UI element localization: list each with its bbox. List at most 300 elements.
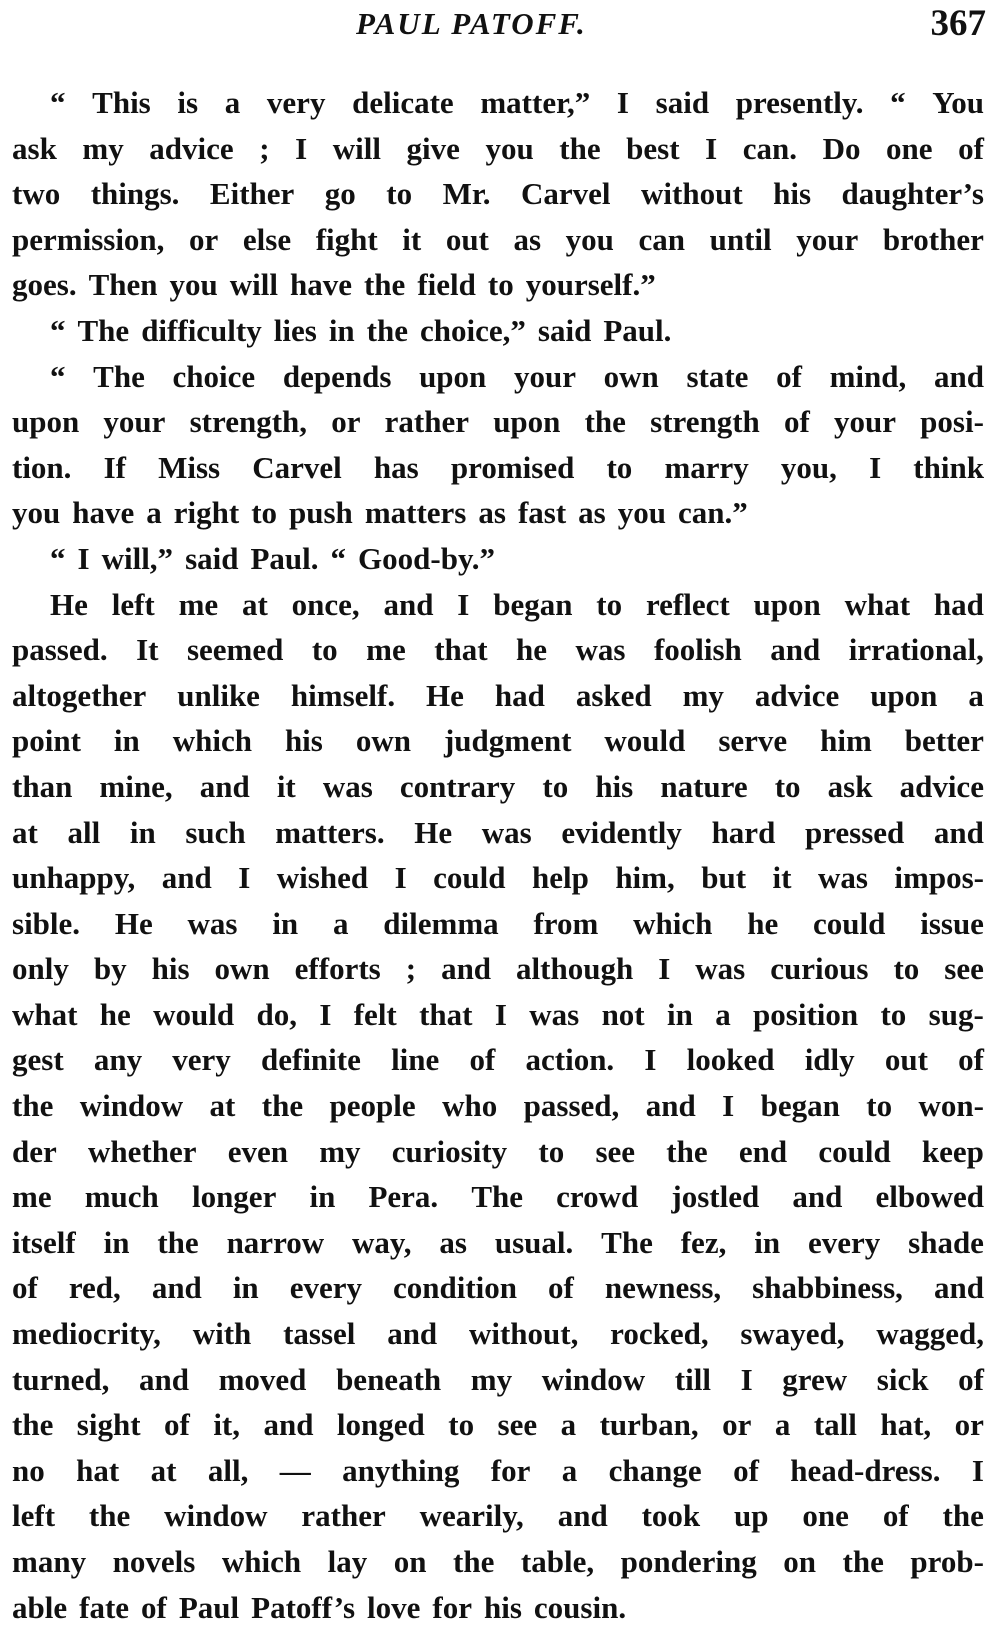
text-word: own bbox=[603, 358, 659, 394]
text-word: I bbox=[616, 85, 629, 120]
text-word: things. bbox=[90, 176, 180, 212]
text-word: your bbox=[833, 404, 896, 440]
text-line bbox=[12, 992, 984, 1038]
text-word: point bbox=[12, 723, 81, 759]
text-word: I bbox=[319, 996, 332, 1032]
text-word: although bbox=[516, 951, 634, 987]
text-word: brother bbox=[882, 221, 984, 257]
text-word: in bbox=[666, 996, 693, 1032]
text-word: and bbox=[263, 1407, 314, 1443]
text-word: efforts bbox=[294, 951, 381, 987]
text-word: table, bbox=[520, 1544, 595, 1579]
text-word: to bbox=[880, 996, 907, 1032]
text-word: you bbox=[12, 495, 61, 531]
text-word: narrow bbox=[226, 1224, 325, 1260]
text-word: else bbox=[242, 221, 292, 257]
text-word: a bbox=[146, 495, 162, 531]
text-word: by bbox=[93, 951, 127, 987]
text-word: even bbox=[227, 1133, 288, 1169]
text-word: posi- bbox=[920, 404, 984, 440]
text-word: to bbox=[311, 632, 338, 668]
text-word: ask bbox=[827, 768, 873, 804]
text-line bbox=[12, 764, 984, 810]
text-word: help bbox=[531, 860, 589, 896]
text-word: push bbox=[289, 495, 353, 531]
text-word: moved bbox=[218, 1361, 307, 1397]
text-line bbox=[12, 1357, 984, 1403]
text-line bbox=[12, 1174, 984, 1220]
text-word: go bbox=[324, 176, 356, 212]
text-word: If bbox=[103, 449, 126, 485]
text-word: tion. bbox=[12, 449, 72, 485]
text-word: of bbox=[141, 1589, 167, 1625]
text-word: and bbox=[138, 1361, 189, 1397]
text-word: He bbox=[50, 586, 88, 622]
text-word: which bbox=[633, 905, 713, 941]
text-word: lies bbox=[273, 312, 317, 348]
text-line bbox=[12, 399, 984, 445]
text-word: usual. bbox=[494, 1224, 574, 1260]
text-word: passed. bbox=[12, 632, 108, 668]
text-word: to bbox=[538, 1133, 565, 1169]
text-word: cousin. bbox=[533, 1589, 627, 1625]
text-word: up bbox=[734, 1498, 769, 1534]
text-word: longed bbox=[336, 1407, 425, 1443]
text-word: will bbox=[332, 130, 381, 166]
page-number: 367 bbox=[930, 3, 986, 44]
text-word: jostled bbox=[671, 1179, 760, 1215]
text-word: for bbox=[490, 1452, 531, 1488]
text-word: change bbox=[608, 1452, 702, 1488]
text-word: idly bbox=[804, 1042, 855, 1078]
text-word: in bbox=[309, 1179, 336, 1215]
text-word: I bbox=[740, 1361, 753, 1397]
text-word: it bbox=[772, 860, 792, 896]
text-word: the bbox=[942, 1498, 984, 1534]
text-word: all bbox=[67, 814, 101, 850]
text-word: He bbox=[426, 677, 464, 713]
text-word: — bbox=[279, 1452, 311, 1488]
text-line bbox=[12, 1083, 984, 1129]
text-word: choice,” bbox=[420, 312, 526, 348]
text-word: shade bbox=[908, 1224, 984, 1260]
text-word: very bbox=[172, 1042, 231, 1078]
text-word: felt bbox=[353, 996, 397, 1032]
text-word: in bbox=[754, 1224, 781, 1260]
text-word: “ bbox=[330, 540, 347, 576]
text-word: of bbox=[783, 404, 810, 440]
text-word: and bbox=[441, 951, 492, 987]
text-word: and bbox=[199, 768, 250, 804]
text-word: his bbox=[773, 176, 812, 212]
text-word: to bbox=[893, 951, 920, 987]
text-word: him, bbox=[615, 860, 675, 896]
text-word: passed, bbox=[523, 1088, 620, 1124]
text-word: on bbox=[393, 1544, 427, 1579]
text-word: evidently bbox=[561, 814, 682, 850]
text-word: I bbox=[394, 860, 407, 896]
text-word: in bbox=[103, 1224, 130, 1260]
text-word: for bbox=[432, 1589, 472, 1625]
text-word: itself bbox=[12, 1224, 76, 1260]
text-word: to bbox=[774, 768, 801, 804]
text-word: a bbox=[715, 996, 731, 1032]
text-word: Then bbox=[88, 267, 158, 303]
text-word: tall bbox=[813, 1407, 857, 1443]
text-line bbox=[12, 855, 984, 901]
text-word: impos- bbox=[894, 860, 984, 896]
text-word: a bbox=[968, 677, 984, 713]
text-word: red, bbox=[68, 1270, 121, 1306]
text-word: rather bbox=[301, 1498, 386, 1534]
text-word: line bbox=[391, 1042, 440, 1078]
text-word: till bbox=[674, 1361, 711, 1397]
text-word: hat, bbox=[880, 1407, 932, 1443]
text-word: I bbox=[658, 951, 671, 987]
text-word: in bbox=[272, 905, 299, 941]
text-word: mine, bbox=[99, 768, 173, 804]
text-word: my bbox=[319, 1133, 361, 1169]
text-word: Good-by.” bbox=[358, 540, 495, 576]
running-head bbox=[0, 0, 1000, 60]
text-word: it bbox=[402, 221, 422, 257]
text-word: gest bbox=[12, 1042, 64, 1078]
text-word: you bbox=[565, 221, 614, 257]
text-word: “ bbox=[50, 85, 66, 120]
text-line bbox=[12, 1311, 984, 1357]
text-word: from bbox=[533, 905, 599, 941]
text-word: mediocrity, bbox=[12, 1316, 161, 1352]
text-word: or bbox=[189, 221, 219, 257]
text-word: wearily, bbox=[419, 1498, 524, 1534]
text-word: as bbox=[439, 1224, 467, 1260]
text-word: “ bbox=[890, 85, 906, 120]
text-line bbox=[12, 217, 984, 263]
text-word: advice bbox=[149, 130, 234, 166]
text-word: would bbox=[604, 723, 686, 759]
text-word: able bbox=[12, 1589, 68, 1625]
text-word: The bbox=[601, 1224, 653, 1260]
text-word: sick bbox=[876, 1361, 929, 1397]
text-word: him bbox=[820, 723, 872, 759]
text-word: the bbox=[453, 1544, 495, 1579]
text-word: daughter’s bbox=[841, 176, 984, 212]
text-word: can.” bbox=[678, 495, 748, 531]
text-word: ask bbox=[12, 130, 57, 166]
text-word: delicate bbox=[352, 85, 454, 120]
text-word: unhappy, bbox=[12, 860, 136, 896]
text-word: of bbox=[469, 1042, 496, 1078]
text-word: my bbox=[470, 1361, 513, 1397]
text-word: your bbox=[513, 358, 576, 394]
text-word: and bbox=[933, 358, 984, 394]
text-word: matters. bbox=[275, 814, 385, 850]
text-word: was bbox=[695, 951, 746, 987]
text-word: my bbox=[682, 677, 724, 713]
text-word: Paul. bbox=[250, 540, 319, 576]
text-word: goes. bbox=[12, 267, 77, 303]
text-word: and bbox=[933, 1270, 984, 1306]
text-word: way, bbox=[352, 1224, 412, 1260]
text-word: can bbox=[638, 221, 685, 257]
text-word: reflect bbox=[645, 586, 730, 622]
text-word: was bbox=[322, 768, 373, 804]
text-word: wagged, bbox=[876, 1316, 984, 1352]
text-word: judgment bbox=[443, 723, 572, 759]
text-word: to bbox=[866, 1088, 893, 1124]
text-word: at bbox=[209, 1088, 236, 1124]
text-word: altogether bbox=[12, 677, 147, 713]
text-word: began bbox=[493, 586, 573, 622]
text-word: in bbox=[129, 814, 156, 850]
text-line bbox=[12, 1037, 984, 1083]
text-word: said bbox=[537, 312, 592, 348]
text-word: than bbox=[12, 768, 73, 804]
text-word: elbowed bbox=[875, 1179, 984, 1215]
text-word: a bbox=[561, 1452, 578, 1488]
text-word: to bbox=[606, 449, 633, 485]
text-word: strength bbox=[650, 404, 760, 440]
text-word: it, bbox=[213, 1407, 240, 1443]
text-word: who bbox=[442, 1088, 498, 1124]
text-word: and bbox=[770, 632, 821, 668]
text-word: nature bbox=[660, 768, 748, 804]
text-word: said bbox=[185, 540, 239, 576]
text-word: see bbox=[497, 1407, 538, 1443]
text-line bbox=[12, 1585, 984, 1631]
text-word: Paul bbox=[178, 1589, 240, 1625]
text-word: upon bbox=[870, 677, 938, 713]
text-word: of bbox=[776, 358, 802, 394]
text-word: people bbox=[329, 1088, 416, 1124]
text-word: Miss bbox=[158, 449, 221, 485]
text-word: upon bbox=[419, 358, 487, 394]
text-line bbox=[12, 1448, 984, 1494]
text-word: had bbox=[933, 586, 984, 622]
text-word: have bbox=[289, 267, 352, 303]
text-word: the bbox=[559, 130, 601, 166]
text-word: many bbox=[12, 1544, 87, 1579]
running-title: PAUL PATOFF. bbox=[356, 6, 587, 41]
text-word: which bbox=[172, 723, 252, 759]
text-word: Paul. bbox=[603, 312, 672, 348]
text-word: of bbox=[548, 1270, 574, 1306]
text-word: asked bbox=[575, 677, 652, 713]
text-word: advice bbox=[754, 677, 840, 713]
text-word: beneath bbox=[336, 1361, 442, 1397]
text-word: sight bbox=[76, 1407, 141, 1443]
text-word: your bbox=[103, 404, 166, 440]
text-word: turban, bbox=[599, 1407, 699, 1443]
text-word: of bbox=[733, 1452, 759, 1488]
text-line bbox=[12, 126, 984, 172]
text-word: dilemma bbox=[383, 905, 499, 941]
text-word: of bbox=[882, 1498, 909, 1534]
text-line bbox=[12, 1539, 984, 1585]
text-word: at bbox=[12, 814, 38, 850]
text-word: not bbox=[601, 996, 645, 1032]
text-word: better bbox=[904, 723, 984, 759]
text-word: without, bbox=[468, 1316, 579, 1352]
text-word: to bbox=[448, 1407, 475, 1443]
text-word: yourself.” bbox=[525, 267, 656, 303]
text-word: action. bbox=[525, 1042, 615, 1078]
text-line bbox=[12, 1493, 984, 1539]
text-word: out bbox=[884, 1042, 928, 1078]
text-word: end bbox=[738, 1133, 788, 1169]
text-word: “ bbox=[50, 312, 66, 348]
text-word: what bbox=[844, 586, 911, 622]
text-word: can. bbox=[742, 130, 798, 166]
text-word: to bbox=[542, 768, 569, 804]
text-word: out bbox=[445, 221, 489, 257]
text-word: window bbox=[541, 1361, 646, 1397]
text-word: left bbox=[12, 1498, 56, 1534]
text-word: that bbox=[434, 632, 488, 668]
text-word: pondering bbox=[620, 1544, 757, 1579]
text-word: and bbox=[387, 1316, 438, 1352]
text-word: the bbox=[666, 1133, 708, 1169]
text-word: will,” bbox=[101, 540, 174, 576]
text-word: his bbox=[151, 951, 190, 987]
text-word: You bbox=[932, 85, 984, 120]
text-line bbox=[12, 445, 984, 491]
text-word: state bbox=[686, 358, 749, 394]
text-line bbox=[12, 582, 984, 628]
text-word: head-dress. bbox=[790, 1452, 941, 1488]
text-word: once, bbox=[291, 586, 360, 622]
text-word: at bbox=[150, 1452, 177, 1488]
text-word: with bbox=[192, 1316, 252, 1352]
text-word: began bbox=[760, 1088, 840, 1124]
text-word: grew bbox=[782, 1361, 848, 1397]
text-word: window bbox=[164, 1498, 268, 1534]
text-word: a bbox=[774, 1407, 791, 1443]
text-word: Either bbox=[209, 176, 295, 212]
text-word: marry bbox=[664, 449, 749, 485]
text-word: I bbox=[869, 449, 882, 485]
text-word: he bbox=[99, 996, 131, 1032]
text-word: Carvel bbox=[252, 449, 342, 485]
text-word: is bbox=[177, 85, 199, 120]
text-word: anything bbox=[342, 1452, 460, 1488]
text-word: was bbox=[529, 996, 580, 1032]
text-word: give bbox=[406, 130, 460, 166]
text-word: longer bbox=[191, 1179, 277, 1215]
text-word: I bbox=[457, 586, 470, 622]
text-word: tassel bbox=[283, 1316, 356, 1352]
text-word: The bbox=[471, 1179, 524, 1215]
text-word: best bbox=[626, 130, 680, 166]
text-word: The bbox=[77, 312, 130, 348]
text-word: and bbox=[151, 1270, 202, 1306]
text-word: looked bbox=[686, 1042, 775, 1078]
text-word: novels bbox=[112, 1544, 196, 1579]
text-word: Carvel bbox=[521, 176, 611, 212]
text-word: own bbox=[355, 723, 411, 759]
text-word: every bbox=[807, 1224, 881, 1260]
text-word: I bbox=[705, 130, 718, 166]
text-word: He bbox=[414, 814, 453, 850]
text-word: and bbox=[933, 814, 984, 850]
text-word: to bbox=[251, 495, 278, 531]
text-word: fate bbox=[79, 1589, 130, 1625]
text-word: or bbox=[722, 1407, 752, 1443]
text-line bbox=[12, 262, 984, 308]
text-word: pressed bbox=[804, 814, 905, 850]
text-word: hard bbox=[711, 814, 776, 850]
text-word: I bbox=[295, 130, 308, 166]
text-word: presently. bbox=[735, 85, 864, 120]
text-word: of bbox=[12, 1270, 38, 1306]
text-word: do, bbox=[256, 996, 297, 1032]
text-word: all, bbox=[207, 1452, 249, 1488]
text-word: see bbox=[595, 1133, 636, 1169]
text-word: on bbox=[783, 1544, 817, 1579]
text-word: shabbiness, bbox=[752, 1270, 903, 1306]
text-word: prob- bbox=[910, 1544, 984, 1579]
text-word: he bbox=[747, 905, 779, 941]
text-word: lay bbox=[327, 1544, 368, 1579]
text-word: and bbox=[161, 860, 212, 896]
text-word: me bbox=[12, 1179, 52, 1215]
text-word: see bbox=[944, 951, 984, 987]
text-word: which bbox=[221, 1544, 302, 1579]
text-word: own bbox=[214, 951, 270, 987]
text-word: strength, bbox=[189, 404, 308, 440]
text-word: unlike bbox=[177, 677, 260, 713]
text-word: I bbox=[494, 996, 507, 1032]
text-word: a bbox=[332, 905, 349, 941]
text-word: such bbox=[185, 814, 246, 850]
text-line bbox=[12, 1265, 984, 1311]
text-word: every bbox=[289, 1270, 362, 1306]
text-word: as bbox=[578, 495, 606, 531]
text-word: whether bbox=[88, 1133, 197, 1169]
text-word: seemed bbox=[186, 632, 284, 668]
text-word: love bbox=[367, 1589, 421, 1625]
text-word: at bbox=[241, 586, 268, 622]
text-line bbox=[12, 1129, 984, 1175]
text-word: depends bbox=[282, 358, 392, 394]
text-word: could bbox=[433, 860, 506, 896]
text-word: of bbox=[958, 130, 984, 166]
text-word: could bbox=[813, 905, 886, 941]
text-word: foolish bbox=[653, 632, 742, 668]
text-word: He bbox=[114, 905, 153, 941]
text-word: promised bbox=[450, 449, 575, 485]
text-word: and bbox=[792, 1179, 843, 1215]
text-line bbox=[12, 901, 984, 947]
text-word: the bbox=[842, 1544, 884, 1579]
text-word: a bbox=[224, 85, 241, 120]
text-word: very bbox=[266, 85, 326, 120]
text-word: ; bbox=[259, 130, 270, 166]
text-word: until bbox=[709, 221, 772, 257]
text-word: me bbox=[178, 586, 219, 622]
text-word: issue bbox=[920, 905, 984, 941]
text-word: matters bbox=[364, 495, 467, 531]
text-word: what bbox=[12, 996, 78, 1032]
text-word: his bbox=[595, 768, 634, 804]
text-line bbox=[12, 490, 984, 536]
text-word: or bbox=[331, 404, 361, 440]
text-line bbox=[12, 810, 984, 856]
text-word: was bbox=[187, 905, 238, 941]
text-word: two bbox=[12, 176, 61, 212]
text-word: definite bbox=[261, 1042, 361, 1078]
text-line bbox=[12, 308, 984, 354]
